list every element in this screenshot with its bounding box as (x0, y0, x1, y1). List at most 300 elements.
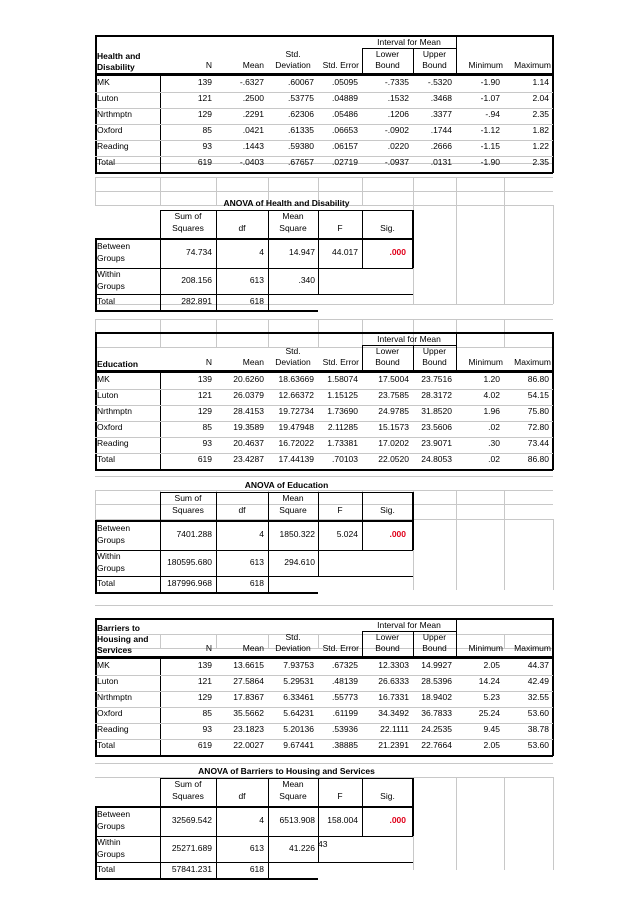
data-cell: 16.7331 (378, 692, 409, 702)
mean-square-header: Square (279, 223, 307, 233)
data-cell: 18.63669 (278, 374, 314, 384)
between-groups-label: Groups (97, 535, 125, 545)
n-header: N (205, 60, 212, 70)
between-groups-label: Between (97, 523, 131, 533)
data-cell: .0220 (387, 141, 409, 151)
data-cell: 139 (197, 374, 212, 384)
data-cell: 12.66372 (278, 390, 314, 400)
gridline (95, 238, 413, 240)
gridline (362, 210, 363, 268)
sum-of-squares-header: Sum of (174, 779, 202, 789)
row-label: MK (97, 374, 110, 384)
lower-bound-header: Bound (375, 643, 400, 653)
gridline (95, 520, 413, 522)
data-cell: 129 (197, 406, 212, 416)
data-cell: .59380 (288, 141, 314, 151)
row-label: Total (97, 454, 115, 464)
data-cell: 2.05 (483, 660, 500, 670)
sum-of-squares-cell: 282.891 (181, 296, 212, 306)
data-cell: 1.73690 (327, 406, 358, 416)
data-cell: 1.15125 (327, 390, 358, 400)
df-cell: 613 (249, 275, 264, 285)
sum-of-squares-cell: 187996.968 (167, 578, 212, 588)
data-cell: -.0902 (384, 125, 409, 135)
sig-cell: .000 (389, 529, 406, 539)
gridline (553, 205, 554, 304)
mean-square-header: Mean (282, 211, 304, 221)
gridline (95, 191, 553, 192)
df-cell: 4 (259, 529, 264, 539)
row-label: Nrthmptn (97, 109, 132, 119)
df-cell: 4 (259, 247, 264, 257)
data-cell: 22.0027 (233, 740, 264, 750)
data-cell: .06157 (332, 141, 358, 151)
sum-of-squares-header: Sum of (174, 493, 202, 503)
between-groups-label: Groups (97, 253, 125, 263)
gridline (95, 618, 97, 756)
data-cell: .53775 (288, 93, 314, 103)
gridline (504, 177, 505, 205)
data-cell: 12.3303 (378, 660, 409, 670)
data-cell: 1.73381 (327, 438, 358, 448)
data-cell: 23.1823 (233, 724, 264, 734)
sum-of-squares-cell: 74.734 (186, 247, 212, 257)
std-error-header: Std. Error (322, 60, 359, 70)
f-cell: 5.024 (336, 529, 358, 539)
gridline (318, 836, 413, 837)
gridline (216, 778, 217, 878)
data-cell: .05486 (332, 109, 358, 119)
data-cell: .30 (488, 438, 500, 448)
std-error-header: Std. Error (322, 357, 359, 367)
gridline (552, 332, 554, 470)
data-cell: 121 (197, 390, 212, 400)
gridline (160, 210, 161, 310)
data-cell: 19.72734 (278, 406, 314, 416)
gridline (95, 490, 96, 519)
within-groups-label: Within (97, 837, 121, 847)
data-cell: 619 (197, 740, 212, 750)
data-cell: 1.14 (532, 77, 549, 87)
table-title: Disability (97, 62, 135, 72)
data-cell: 2.05 (483, 740, 500, 750)
std-deviation-header: Deviation (275, 643, 311, 653)
upper-bound-header: Upper (422, 49, 447, 59)
row-label: Reading (97, 141, 129, 151)
gridline (95, 172, 553, 174)
data-cell: 26.6333 (378, 676, 409, 686)
mean-square-header: Mean (282, 779, 304, 789)
mean-square-header: Square (279, 505, 307, 515)
gridline (504, 205, 505, 304)
df-header: df (238, 791, 246, 801)
data-cell: -1.90 (480, 77, 500, 87)
gridline (95, 347, 553, 348)
interval-for-mean-header: Interval for Mean (377, 334, 441, 344)
std-deviation-header: Deviation (275, 60, 311, 70)
data-cell: 93 (202, 141, 212, 151)
lower-bound-header: Bound (375, 60, 400, 70)
data-cell: .2500 (242, 93, 264, 103)
data-cell: 17.8367 (233, 692, 264, 702)
data-cell: 1.58074 (327, 374, 358, 384)
upper-bound-header: Upper (422, 346, 447, 356)
total-label: Total (97, 864, 115, 874)
sum-of-squares-cell: 208.156 (181, 275, 212, 285)
data-cell: 1.22 (532, 141, 549, 151)
data-cell: 85 (202, 422, 212, 432)
gridline (95, 806, 413, 808)
gridline (95, 469, 553, 471)
row-label: Luton (97, 390, 119, 400)
data-cell: 6.33461 (283, 692, 314, 702)
table-title: Services (97, 645, 132, 655)
gridline (362, 492, 363, 550)
data-cell: .3468 (430, 93, 452, 103)
data-cell: 24.8053 (421, 454, 452, 464)
gridline (95, 332, 553, 334)
mean-header: Mean (242, 357, 264, 367)
page-number: 43 (318, 839, 328, 849)
upper-bound-header: Upper (422, 632, 447, 642)
data-cell: 5.64231 (283, 708, 314, 718)
data-cell: 86.80 (527, 374, 549, 384)
gridline (95, 618, 553, 620)
minimum-header: Minimum (468, 643, 503, 653)
upper-bound-header: Bound (422, 60, 447, 70)
row-label: Oxford (97, 422, 123, 432)
data-cell: 129 (197, 109, 212, 119)
gridline (95, 319, 553, 320)
data-cell: 44.37 (527, 660, 549, 670)
gridline (95, 763, 553, 764)
gridline (95, 862, 413, 863)
data-cell: 54.15 (527, 390, 549, 400)
sig-cell: .000 (389, 815, 406, 825)
data-cell: 19.47948 (278, 422, 314, 432)
gridline (95, 310, 318, 312)
gridline (456, 519, 457, 590)
data-cell: .1744 (430, 125, 452, 135)
data-cell: 85 (202, 125, 212, 135)
gridline (95, 177, 96, 205)
data-cell: -1.12 (480, 125, 500, 135)
data-cell: -1.90 (480, 157, 500, 167)
gridline (504, 519, 505, 590)
data-cell: 619 (197, 157, 212, 167)
df-header: df (238, 505, 246, 515)
data-cell: 2.11285 (327, 422, 358, 432)
f-header: F (337, 223, 343, 233)
data-cell: 20.6260 (233, 374, 264, 384)
table-title: Housing and (97, 634, 149, 644)
data-cell: 9.67441 (283, 740, 314, 750)
row-label: Nrthmptn (97, 406, 132, 416)
table-title: Education (97, 359, 139, 369)
row-label: Luton (97, 93, 119, 103)
between-groups-label: Groups (97, 821, 125, 831)
data-cell: 35.5662 (233, 708, 264, 718)
row-label: Total (97, 157, 115, 167)
gridline (95, 656, 553, 659)
data-cell: 121 (197, 93, 212, 103)
data-cell: 1.20 (483, 374, 500, 384)
data-cell: .05095 (332, 77, 358, 87)
data-cell: 2.04 (532, 93, 549, 103)
data-cell: .61335 (288, 125, 314, 135)
data-cell: 23.4287 (233, 454, 264, 464)
data-cell: 18.9402 (421, 692, 452, 702)
data-cell: 86.80 (527, 454, 549, 464)
data-cell: 26.0379 (233, 390, 264, 400)
total-label: Total (97, 578, 115, 588)
upper-bound-header: Bound (422, 357, 447, 367)
data-cell: -.0937 (384, 157, 409, 167)
mean-square-header: Mean (282, 493, 304, 503)
anova-title: ANOVA of Barriers to Housing and Services (198, 766, 375, 776)
data-cell: 2.35 (532, 109, 549, 119)
mean-square-cell: .340 (298, 275, 315, 285)
data-cell: 15.1573 (378, 422, 409, 432)
df-cell: 4 (259, 815, 264, 825)
n-header: N (205, 357, 212, 367)
data-cell: 9.45 (483, 724, 500, 734)
data-cell: 32.55 (527, 692, 549, 702)
df-cell: 618 (249, 864, 264, 874)
within-groups-label: Within (97, 551, 121, 561)
mean-square-header: Square (279, 791, 307, 801)
within-groups-label: Groups (97, 281, 125, 291)
gridline (216, 492, 217, 592)
data-cell: 93 (202, 438, 212, 448)
data-cell: -.5320 (427, 77, 452, 87)
interval-for-mean-header: Interval for Mean (377, 620, 441, 630)
maximum-header: Maximum (514, 643, 551, 653)
data-cell: 24.9785 (378, 406, 409, 416)
mean-square-cell: 1850.322 (279, 529, 315, 539)
data-cell: 22.0520 (378, 454, 409, 464)
data-cell: .0421 (242, 125, 264, 135)
gridline (553, 519, 554, 590)
total-label: Total (97, 296, 115, 306)
gridline (95, 73, 553, 76)
data-cell: 72.80 (527, 422, 549, 432)
row-label: Luton (97, 676, 119, 686)
data-cell: .02719 (332, 157, 358, 167)
data-cell: .1532 (387, 93, 409, 103)
data-cell: 139 (197, 660, 212, 670)
data-cell: .3377 (430, 109, 452, 119)
data-cell: 19.3589 (233, 422, 264, 432)
sig-cell: .000 (389, 247, 406, 257)
upper-bound-header: Bound (422, 643, 447, 653)
data-cell: 2.35 (532, 157, 549, 167)
data-cell: -.7335 (384, 77, 409, 87)
data-cell: -.94 (485, 109, 500, 119)
gridline (95, 878, 318, 880)
gridline (268, 210, 269, 310)
data-cell: 7.93753 (283, 660, 314, 670)
f-cell: 44.017 (332, 247, 358, 257)
data-cell: 13.6615 (233, 660, 264, 670)
within-groups-label: Within (97, 269, 121, 279)
gridline (95, 294, 413, 295)
gridline (95, 35, 553, 37)
data-cell: 5.29531 (283, 676, 314, 686)
mean-square-cell: 294.610 (284, 557, 315, 567)
data-cell: 93 (202, 724, 212, 734)
df-cell: 613 (249, 557, 264, 567)
gridline (456, 777, 457, 870)
mean-square-cell: 41.226 (289, 843, 315, 853)
gridline (268, 778, 269, 878)
row-label: MK (97, 660, 110, 670)
f-cell: 158.004 (327, 815, 358, 825)
sum-of-squares-cell: 180595.680 (167, 557, 212, 567)
data-cell: 28.3172 (421, 390, 452, 400)
mean-header: Mean (242, 60, 264, 70)
row-label: MK (97, 77, 110, 87)
data-cell: .1206 (387, 109, 409, 119)
gridline (413, 177, 414, 205)
f-header: F (337, 505, 343, 515)
std-deviation-header: Std. (285, 49, 301, 59)
data-cell: 27.5864 (233, 676, 264, 686)
data-cell: 16.72022 (278, 438, 314, 448)
data-cell: .67325 (332, 660, 358, 670)
gridline (318, 550, 413, 551)
gridline (318, 268, 413, 269)
data-cell: 17.0202 (378, 438, 409, 448)
n-header: N (205, 643, 212, 653)
data-cell: .02 (488, 422, 500, 432)
table-title: Health and (97, 51, 141, 61)
row-label: Reading (97, 724, 129, 734)
gridline (95, 35, 97, 173)
interval-for-mean-header: Interval for Mean (377, 37, 441, 47)
data-cell: .1443 (242, 141, 264, 151)
data-cell: 85 (202, 708, 212, 718)
maximum-header: Maximum (514, 60, 551, 70)
lower-bound-header: Lower (375, 632, 400, 642)
mean-square-cell: 14.947 (289, 247, 315, 257)
data-cell: 34.3492 (378, 708, 409, 718)
data-cell: .70103 (332, 454, 358, 464)
row-label: Total (97, 740, 115, 750)
row-label: Oxford (97, 125, 123, 135)
data-cell: 23.7585 (378, 390, 409, 400)
data-cell: 25.24 (478, 708, 500, 718)
data-cell: 17.5004 (378, 374, 409, 384)
gridline (552, 35, 554, 173)
data-cell: 23.7516 (421, 374, 452, 384)
maximum-header: Maximum (514, 357, 551, 367)
data-cell: 619 (197, 454, 212, 464)
gridline (95, 177, 553, 178)
data-cell: -.0403 (239, 157, 264, 167)
sig-header: Sig. (380, 505, 395, 515)
data-cell: .67657 (288, 157, 314, 167)
data-cell: .38885 (332, 740, 358, 750)
gridline (160, 778, 413, 779)
within-groups-label: Groups (97, 849, 125, 859)
data-cell: 1.82 (532, 125, 549, 135)
data-cell: .2291 (242, 109, 264, 119)
std-error-header: Std. Error (322, 643, 359, 653)
data-cell: .60067 (288, 77, 314, 87)
data-cell: 21.2391 (378, 740, 409, 750)
data-cell: 17.44139 (278, 454, 314, 464)
lower-bound-header: Lower (375, 49, 400, 59)
data-cell: 22.1111 (380, 724, 409, 734)
data-cell: .0131 (430, 157, 452, 167)
row-label: Nrthmptn (97, 692, 132, 702)
f-header: F (337, 791, 343, 801)
gridline (552, 618, 554, 756)
data-cell: 139 (197, 77, 212, 87)
within-groups-label: Groups (97, 563, 125, 573)
gridline (504, 490, 505, 519)
gridline (268, 492, 269, 592)
minimum-header: Minimum (468, 357, 503, 367)
between-groups-label: Between (97, 809, 131, 819)
gridline (95, 370, 553, 373)
data-cell: 38.78 (527, 724, 549, 734)
gridline (412, 210, 414, 268)
sum-of-squares-cell: 32569.542 (171, 815, 212, 825)
data-cell: 28.4153 (233, 406, 264, 416)
data-cell: -.6327 (239, 77, 264, 87)
sum-of-squares-header: Sum of (174, 211, 202, 221)
gridline (412, 492, 414, 550)
gridline (95, 476, 553, 477)
sum-of-squares-header: Squares (172, 791, 204, 801)
data-cell: -1.07 (480, 93, 500, 103)
sum-of-squares-header: Squares (172, 223, 204, 233)
data-cell: 4.02 (483, 390, 500, 400)
data-cell: .61199 (332, 708, 358, 718)
gridline (456, 177, 457, 205)
df-cell: 618 (249, 296, 264, 306)
mean-header: Mean (242, 643, 264, 653)
gridline (95, 592, 318, 594)
gridline (456, 205, 457, 304)
df-cell: 618 (249, 578, 264, 588)
gridline (95, 755, 553, 757)
sig-header: Sig. (380, 223, 395, 233)
data-cell: 42.49 (527, 676, 549, 686)
data-cell: .2666 (430, 141, 452, 151)
gridline (160, 210, 413, 211)
gridline (95, 605, 553, 606)
mean-square-cell: 6513.908 (279, 815, 315, 825)
data-cell: 5.20136 (283, 724, 314, 734)
df-cell: 613 (249, 843, 264, 853)
data-cell: 28.5396 (421, 676, 452, 686)
sum-of-squares-header: Squares (172, 505, 204, 515)
std-deviation-header: Std. (285, 346, 301, 356)
gridline (160, 492, 161, 592)
row-label: Oxford (97, 708, 123, 718)
gridline (160, 492, 413, 493)
data-cell: .02 (488, 454, 500, 464)
sig-header: Sig. (380, 791, 395, 801)
data-cell: 5.23 (483, 692, 500, 702)
sum-of-squares-cell: 7401.288 (176, 529, 212, 539)
data-cell: 31.8520 (421, 406, 452, 416)
gridline (412, 778, 414, 836)
data-cell: 24.2535 (421, 724, 452, 734)
